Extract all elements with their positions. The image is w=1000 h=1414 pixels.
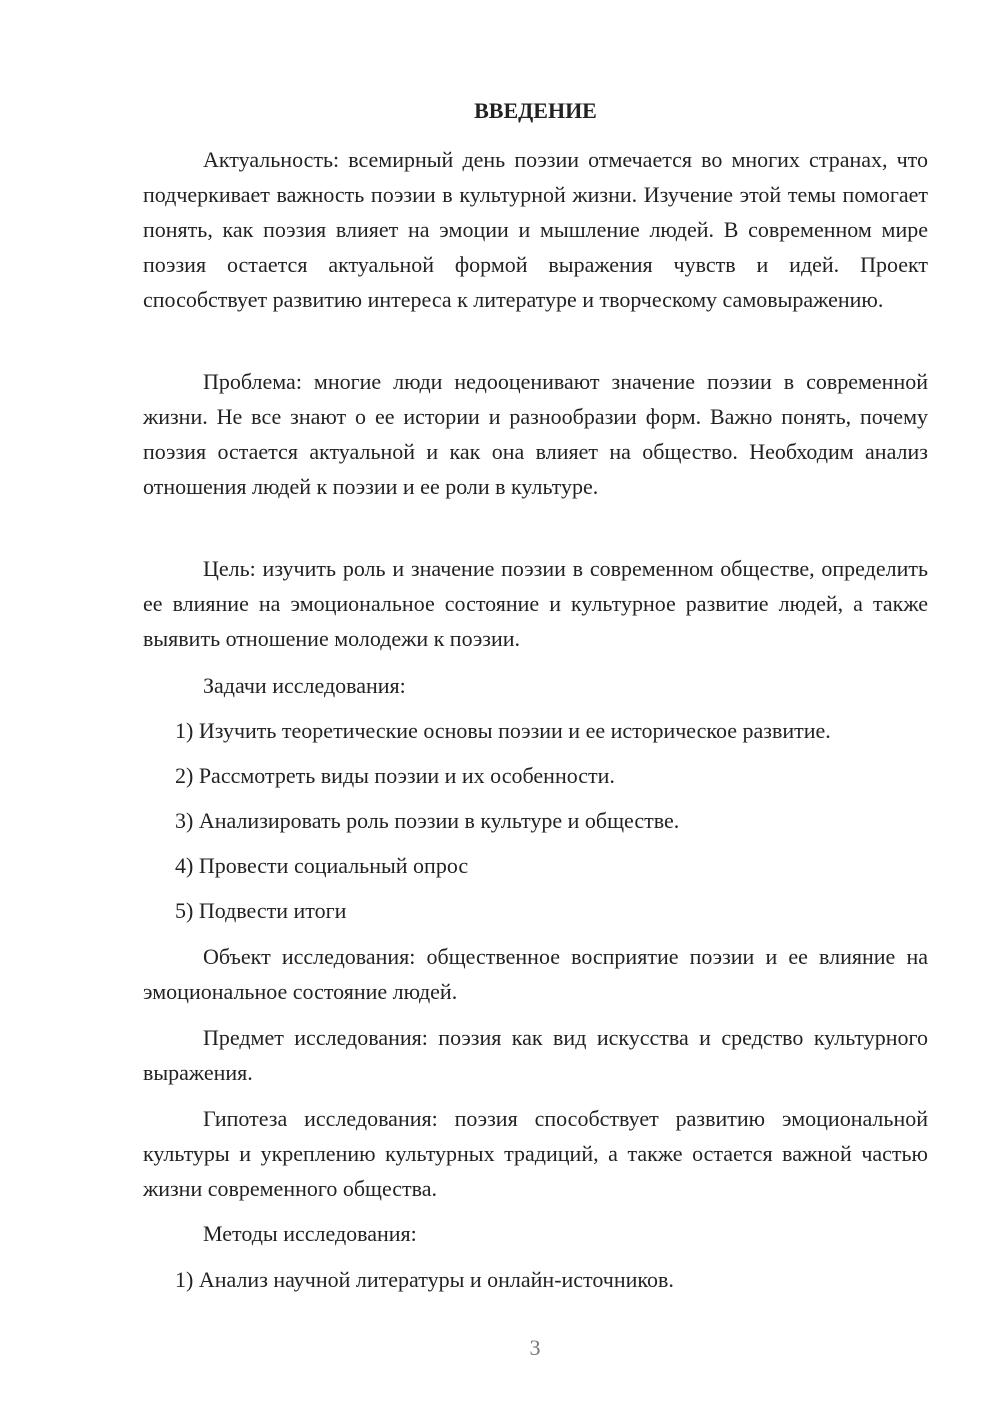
subject-paragraph: Предмет исследования: поэзия как вид искусства и средство культурного выражения. bbox=[143, 1025, 928, 1085]
goal-paragraph: Цель: изучить роль и значение поэзии в современном обществе, определить ее влияние на эмоциональное состояние и культурное развитие людей, а также выявить отношение молодежи к поэзии. bbox=[143, 556, 928, 651]
task-item: 3) Анализировать роль поэзии в культуре и обществе. bbox=[175, 808, 680, 833]
relevance-paragraph: Актуальность: всемирный день поэзии отмечается во многих странах, что подчеркивает важность поэзии в культурной жизни. Изучение этой темы помогает понять, как поэзия влияет на эмоции и мышление людей. В современном мире поэзия остается актуальной формой выражения чувств и идей. Проект способствует развитию интереса к литературе и творческому самовыражению. bbox=[143, 147, 928, 312]
task-item: 5) Подвести итоги bbox=[175, 898, 347, 923]
object-paragraph: Объект исследования: общественное восприятие поэзии и ее влияние на эмоциональное состояние людей. bbox=[143, 944, 928, 1004]
task-item: 2) Рассмотреть виды поэзии и их особенности. bbox=[175, 763, 615, 788]
page-title: ВВЕДЕНИЕ bbox=[474, 98, 597, 123]
tasks-heading: Задачи исследования: bbox=[203, 673, 406, 698]
task-item: 4) Провести социальный опрос bbox=[175, 853, 469, 878]
task-item: 1) Изучить теоретические основы поэзии и ее историческое развитие. bbox=[175, 718, 831, 743]
method-item: 1) Анализ научной литературы и онлайн-источников. bbox=[175, 1267, 674, 1292]
page-number: 3 bbox=[529, 1335, 541, 1360]
methods-heading: Методы исследования: bbox=[203, 1221, 417, 1246]
hypothesis-paragraph: Гипотеза исследования: поэзия способствует развитию эмоциональной культуры и укреплению культурных традиций, а также остается важной частью жизни современного общества. bbox=[143, 1106, 928, 1201]
problem-paragraph: Проблема: многие люди недооценивают значение поэзии в современной жизни. Не все знают о ее истории и разнообразии форм. Важно понять, почему поэзия остается актуальной и как она влияет на общество. Необходим анализ отношения людей к поэзии и ее роли в культуре. bbox=[143, 369, 928, 499]
